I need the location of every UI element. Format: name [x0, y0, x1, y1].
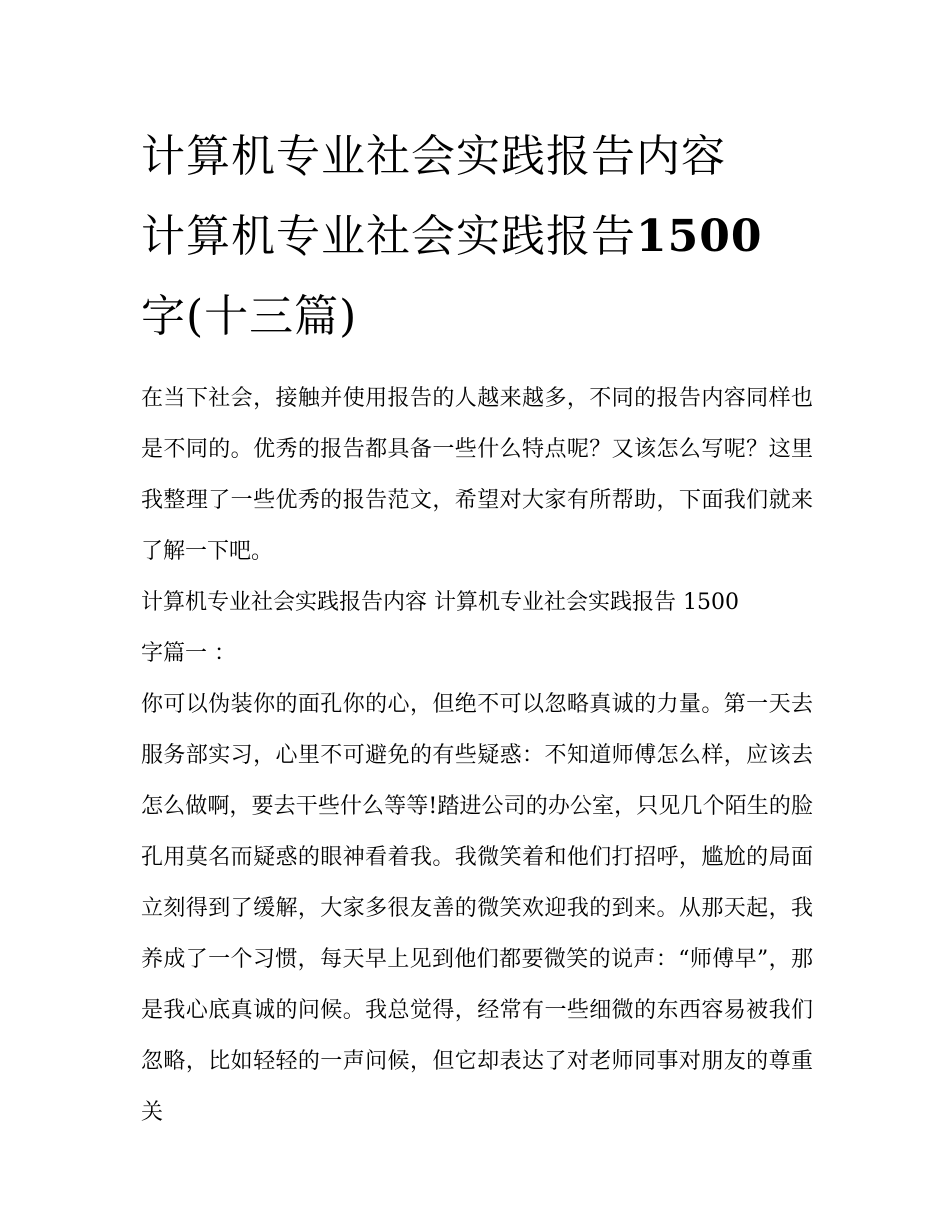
document-content: [141, 117, 813, 1138]
title-line-1: 计算机专业社会实践报告内容: [141, 131, 726, 182]
section-heading: [141, 577, 813, 679]
section-heading-line-2: 字篇一 ：: [141, 641, 236, 666]
title-number: 1500: [636, 211, 763, 262]
title-line-3: 字(十三篇): [141, 291, 358, 342]
document-title: [141, 117, 813, 357]
section-heading-line-1: 计算机专业社会实践报告内容 计算机专业社会实践报告 1500: [141, 590, 739, 615]
body-paragraph-1: 你可以伪装你的面孔你的心，但绝不可以忽略真诚的力量。第一天去服务部实习，心里不可避免的有些疑惑：不知道师傅怎么样，应该去怎么做啊，要去干些什么等等!踏进公司的办公室，只见几个陌生的脸孔用莫名而疑惑的眼神看着我。我微笑着和他们打招呼，尴尬的局面立刻得到了缓解，大家多很友善的微笑欢迎我的到来。从那天起，我养成了一个习惯，每天早上见到他们都要微笑的说声：“师傅早”，那是我心底真诚的问候。我总觉得，经常有一些细微的东西容易被我们忽略，比如轻轻的一声问候，但它却表达了对老师同事对朋友的尊重关: [141, 692, 813, 1125]
title-line-2: 计算机专业社会实践报告: [141, 211, 636, 262]
intro-paragraph: 在当下社会，接触并使用报告的人越来越多，不同的报告内容同样也是不同的。优秀的报告都具备一些什么特点呢？又该怎么写呢？这里我整理了一些优秀的报告范文，希望对大家有所帮助，下面我们就来了解一下吧。: [141, 386, 813, 564]
